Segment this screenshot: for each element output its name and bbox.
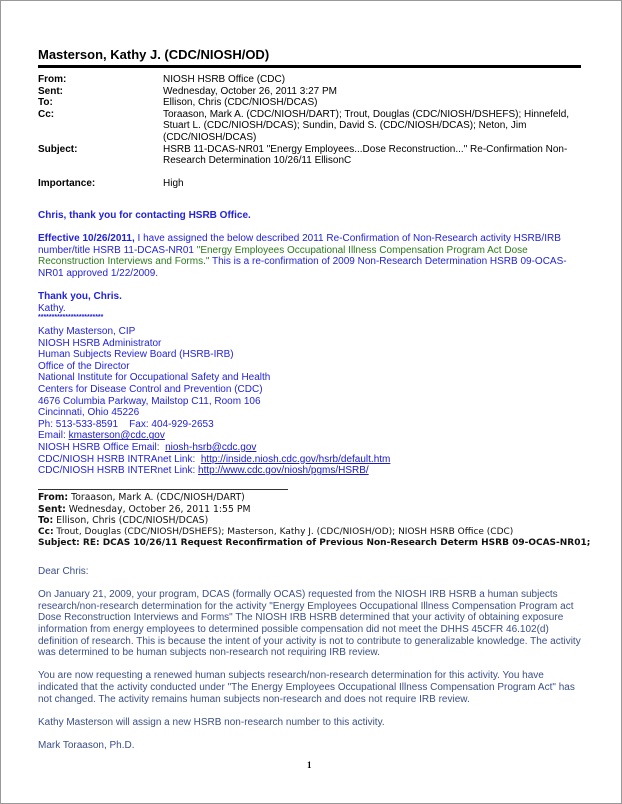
sent-label: Sent: xyxy=(38,85,63,97)
fw-from-value: Toraason, Mark A. (CDC/NIOSH/DART) xyxy=(68,492,245,503)
page-number: 1 xyxy=(307,760,312,770)
activity-title: "Energy Employees Occupational Illness Compensation Program Act Dose Reconstruction Interviews and Forms." xyxy=(38,244,528,268)
fw-cc-value: Trout, Douglas (CDC/NIOSH/DSHEFS); Masterson, Kathy J. (CDC/NIOSH/OD); NIOSH HSRB Office (CDC) xyxy=(53,526,514,537)
fw-sent-label: Sent: xyxy=(38,503,66,515)
effective-date: Effective 10/26/2011, xyxy=(38,233,135,245)
closing-signature: Mark Toraason, Ph.D. xyxy=(38,739,135,751)
fw-sent-value: Wednesday, October 26, 2011 1:55 PM xyxy=(65,503,251,515)
importance-label: Importance: xyxy=(38,178,96,190)
message-paragraph: You are now requesting a renewed human subjects research/non-research determination for this activity. You have indicated that the activity conducted under "The Energy Employees Occupational Illness Compensation Program Act" has not changed. The activity remains human subjects non-research and does not require IRB review. xyxy=(38,670,575,705)
reply-greeting: Chris, thank you for contacting HSRB Office. xyxy=(38,210,251,221)
fw-to-label: To: xyxy=(38,515,54,527)
fw-from-label: From: xyxy=(38,492,69,503)
cc-label: Cc: xyxy=(38,108,55,120)
signature-line: Human Subjects Review Board (HSRB-IRB) xyxy=(38,349,234,361)
reply-body xyxy=(38,210,581,322)
signature-line: NIOSH HSRB Administrator xyxy=(38,337,162,349)
importance-value: High xyxy=(163,178,184,190)
signature-line: Office of the Director xyxy=(38,360,130,372)
fw-to-value: Ellison, Chris (CDC/NIOSH/DCAS) xyxy=(53,515,209,527)
signature-line: Cincinnati, Ohio 45226 xyxy=(38,407,140,419)
message-body xyxy=(38,566,581,752)
cc-value: Toraason, Mark A. (CDC/NIOSH/DART); Trout, Douglas (CDC/NIOSH/DSHEFS); Hinnefeld, Stuart L. (CDC/NIOSH/DCAS); Sundin, David S. (CDC/NIOSH/DCAS); Neton, Jim (CDC/NIOSH/DCAS) xyxy=(163,108,570,143)
from-value: NIOSH HSRB Office (CDC) xyxy=(163,74,286,85)
mailbox-owner-title: Masterson, Kathy J. (CDC/NIOSH/OD) xyxy=(38,47,270,62)
subject-label: Subject: xyxy=(38,143,78,155)
signature-line: 4676 Columbia Parkway, Mailstop C11, Room 106 xyxy=(38,395,261,407)
reply-paragraph xyxy=(38,233,581,279)
fw-subject-value: RE: DCAS 10/26/11 Request Reconfirmation of Previous Non-Research Determ HSRB 09-OCAS-NR01; xyxy=(79,538,591,549)
office-email-link[interactable]: niosh-hsrb@cdc.gov xyxy=(165,441,257,453)
email-label: Email: xyxy=(38,430,69,442)
salutation: Dear Chris: xyxy=(38,566,89,577)
email-link[interactable]: kmasterson@cdc.gov xyxy=(68,430,165,442)
internet-label: CDC/NIOSH HSRB INTERnet Link: xyxy=(38,465,199,477)
reply-sign: Kathy. xyxy=(38,302,66,314)
office-email-label: NIOSH HSRB Office Email: xyxy=(38,441,166,453)
title-rule xyxy=(38,65,581,68)
signature-block xyxy=(38,326,581,477)
fw-subject-label: Subject: xyxy=(38,538,80,549)
forwarded-header xyxy=(38,492,591,550)
from-label: From: xyxy=(38,74,67,85)
stars-divider: ************************ xyxy=(38,314,104,322)
internet-link[interactable]: http://www.cdc.gov/niosh/pgms/HSRB/ xyxy=(198,465,369,477)
reply-text-b: This is a re-confirmation of 2009 Non-Research Determination HSRB 09-OCAS-NR01 approved 1/22/2009. xyxy=(38,256,567,279)
signature-line: Centers for Disease Control and Prevention (CDC) xyxy=(38,383,263,395)
intranet-link[interactable]: http://inside.niosh.cdc.gov/hsrb/default.htm xyxy=(200,453,391,465)
email-header xyxy=(38,74,581,190)
signature-line: National Institute for Occupational Safety and Health xyxy=(38,372,271,384)
message-paragraph: Kathy Masterson will assign a new HSRB non-research number to this activity. xyxy=(38,716,385,728)
sent-value: Wednesday, October 26, 2011 3:27 PM xyxy=(163,85,337,97)
signature-line: Ph: 513-533-8591 Fax: 404-929-2653 xyxy=(38,418,214,430)
fw-cc-label: Cc: xyxy=(38,526,54,537)
signature-line: Kathy Masterson, CIP xyxy=(38,326,136,337)
reply-text-a: I have assigned the below described 2011 Re-Confirmation of Non-Research activity HSRB/IRB number/title HSRB 11-DCAS-NR01 xyxy=(38,233,561,256)
forward-separator xyxy=(38,489,288,490)
intranet-label: CDC/NIOSH HSRB INTRAnet Link: xyxy=(38,453,201,465)
subject-value: HSRB 11-DCAS-NR01 "Energy Employees...Dose Reconstruction..." Re-Confirmation Non-Research Determination 10/26/11 EllisonC xyxy=(163,143,568,167)
message-paragraph: On January 21, 2009, your program, DCAS (formally OCAS) requested from the NIOSH IRB HSRB a human subjects research/non-research determination for the activity "Energy Employees Occupational Illness Compensation Program act Dose Reconstruction Interviews and Forms" The NIOSH IRB HSRB determined that your activity of obtaining exposure information from energy employees to determined possible compensation did not meet the DHHS 45CFR 46.102(d) definition of research. This is because the intent of your activity is not to contribute to generalizable knowledge. The activity was determined to be human subjects non-research not requiring IRB review. xyxy=(38,589,581,659)
to-value: Ellison, Chris (CDC/NIOSH/DCAS) xyxy=(163,97,318,109)
to-label: To: xyxy=(38,97,53,109)
reply-thanks: Thank you, Chris. xyxy=(38,291,122,303)
